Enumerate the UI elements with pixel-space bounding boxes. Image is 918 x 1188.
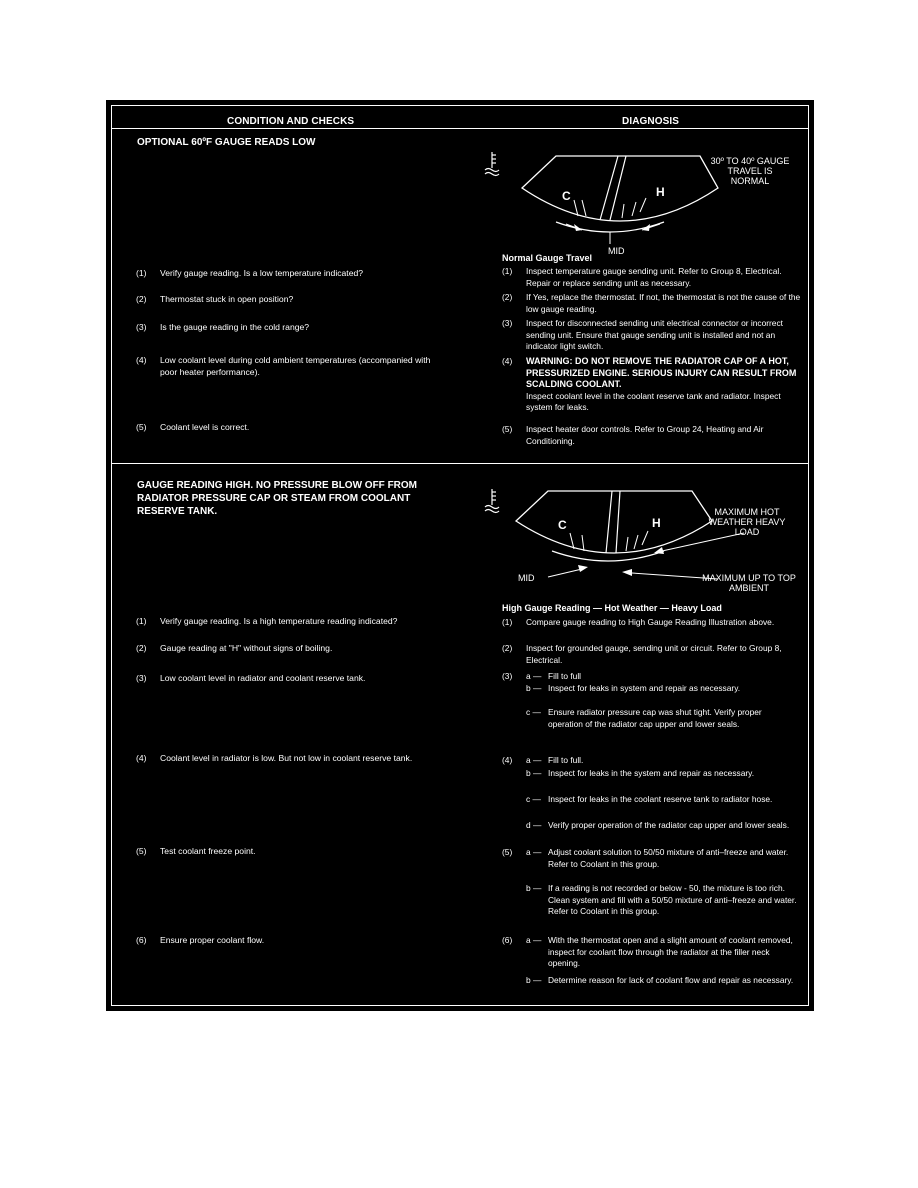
warning-text: WARNING: DO NOT REMOVE THE RADIATOR CAP OF A HOT, PRESSURIZED ENGINE. SERIOUS INJURY CAN RESULT FROM SCALDING COOLANT. bbox=[526, 356, 797, 389]
thermometer-icon bbox=[485, 489, 499, 513]
svg-text:H: H bbox=[656, 185, 665, 199]
svg-text:C: C bbox=[558, 518, 567, 532]
svg-text:H: H bbox=[652, 516, 661, 530]
svg-text:MID: MID bbox=[608, 246, 625, 256]
max-up-annotation: MAXIMUM UP TO TOP AMBIENT bbox=[702, 573, 796, 593]
gauge-travel-annotation: 30º TO 40º GAUGE TRAVEL IS NORMAL bbox=[710, 156, 790, 186]
table-border bbox=[111, 105, 809, 1006]
max-hot-annotation: MAXIMUM HOT WEATHER HEAVY LOAD bbox=[708, 507, 786, 537]
diagnosis-title: High Gauge Reading — Hot Weather — Heavy Load bbox=[502, 603, 722, 613]
svg-text:C: C bbox=[562, 189, 571, 203]
diagnosis-table bbox=[106, 100, 814, 1011]
thermometer-icon bbox=[485, 152, 499, 176]
column-header-condition: CONDITION AND CHECKS bbox=[227, 116, 355, 127]
section-title: GAUGE READING HIGH. NO PRESSURE BLOW OFF FROM RADIATOR PRESSURE CAP OR STEAM FROM COOLANT RESERVE TANK. bbox=[137, 480, 418, 517]
section-high-reading: GAUGE READING HIGH. NO PRESSURE BLOW OFF FROM RADIATOR PRESSURE CAP OR STEAM FROM COOLANT RESERVE TANK. C H MID MAXIMUM HOT WEATHER HEAVY LOAD MAXIMUM UP TO TOP AMBIENT High Gauge Reading — Hot Weather — Heavy Load (1) Verify gauge reading. Is a high temperature reading indicated? (2) Gauge reading at "H" without signs of boiling. (3) Low coolant level in radiator and coolant reserve tank. (4) Coolant level in radiator is low. But not low in coolant reserve tank. (5) Test coolant freeze point. (6) Ensure proper coolant flow. (1) Compare gauge reading to High Gauge Reading Illustration above. (2) Inspect for grounded gauge, sending unit or circuit. Refer to Group 8, Electrical. (3) a — Fill to full b — Inspect for leaks in system and repair as necessary. c — Ensure radiator pressure cap was shut tight. Verify proper operation of the radiator cap upper and lower seals. (4) a — Fill to full. b — Inspect for leaks in the system and repair as necessary. c — Inspect for leaks in the coolant reserve tank to radiator hose. d — Verify proper operation of the radiator cap upper and lower seals. (5) a — Adjust coolant solution to 50/50 mixture of anti–freeze and water. Refer to Coolant in this group. b — If a reading is not recorded or below - 50, the mixture is too rich. Clean system and fill with a 50/50 mixture of anti–freeze and water. Refer to Coolant in this group. (6) a — With the thermostat open and a slight amount of coolant removed, inspect for coolant flow through the radiator at the filler neck opening. b — Determine reason for lack of coolant flow and repair as necessary. bbox=[112, 463, 808, 1005]
column-header-diagnosis: DIAGNOSIS bbox=[622, 116, 680, 127]
svg-text:MID: MID bbox=[518, 573, 535, 583]
section-title: OPTIONAL 60ºF GAUGE READS LOW bbox=[137, 137, 316, 148]
diagnosis-title: Normal Gauge Travel bbox=[502, 253, 593, 263]
section-low-reading: OPTIONAL 60ºF GAUGE READS LOW C H MID 30º TO 40º GAUGE TRAVEL IS NORMAL Normal Gauge Travel (1) Verify gauge reading. Is a low temperature indicated? (2) Thermostat stuck in open position? (3) Is the gauge reading in the cold range? (4) Low coolant level during cold ambient temperatures (accompanied with poor heater performance). (5) Coolant level is correct. (1) Inspect temperature gauge sending unit. Refer to Group 8, Electrical. Repair or replace sending unit as necessary. (2) If Yes, replace the thermostat. If not, the thermostat is not the cause of the low gauge reading. (3) Inspect for disconnected sending unit electrical connector or incorrect sending unit. Ensure that gauge sending unit is installed and not an indicator light switch. (4) WARNING: DO NOT REMOVE THE RADIATOR CAP OF A HOT, PRESSURIZED ENGINE. SERIOUS INJURY CAN RESULT FROM SCALDING COOLANT. Inspect coolant level in the coolant reserve tank and radiator. Inspect system for leaks. (5) Inspect heater door controls. Refer to Group 24, Heating and Air Conditioning. bbox=[136, 137, 801, 446]
